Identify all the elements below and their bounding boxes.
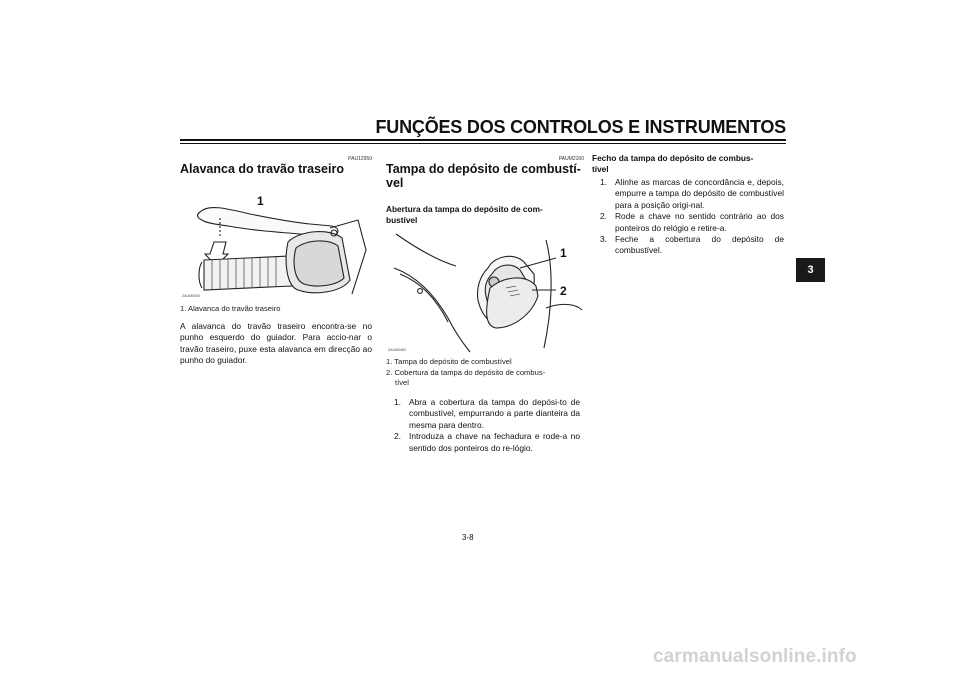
watermark: carmanualsonline.info bbox=[653, 646, 857, 667]
rear-brake-lever-drawing bbox=[180, 190, 372, 298]
closing-steps-list bbox=[600, 177, 784, 257]
section-title-line2: vel bbox=[386, 176, 404, 190]
callout-1: 1 bbox=[560, 246, 567, 260]
step-text: Alinhe as marcas de concordância e, depois, empurre a tampa do depósito de combustível para a posição origi-nal. bbox=[615, 177, 784, 210]
list-item bbox=[600, 234, 784, 257]
list-item bbox=[600, 211, 784, 234]
callout-1: 1 bbox=[257, 194, 264, 208]
chapter-tab[interactable]: 3 bbox=[796, 258, 825, 282]
body-paragraph: A alavanca do travão traseiro encontra-se no punho esquerdo do guiador. Para accio-nar o travão traseiro, puxe esta alavanca em direcção ao punho do guiador. bbox=[180, 321, 372, 366]
step-number: 2. bbox=[600, 211, 607, 222]
step-number: 1. bbox=[600, 177, 607, 187]
step-text: Rode a chave no sentido contrário ao dos ponteiros do relógio e retire-a. bbox=[615, 211, 784, 233]
figure-caption: 1. Alavanca do travão traseiro bbox=[180, 304, 281, 313]
subsection-title-line2: tível bbox=[592, 163, 609, 174]
section-code: PAU12950 bbox=[348, 156, 372, 162]
header-rule-thin bbox=[180, 143, 786, 144]
subsection-title-line2: bustível bbox=[386, 214, 418, 225]
step-text: Feche a cobertura do depósito de combustível. bbox=[615, 234, 784, 256]
list-item bbox=[394, 397, 580, 431]
opening-steps-list bbox=[394, 397, 580, 454]
step-text: Introduza a chave na fechadura e rode-a no sentido dos ponteiros do re-lógio. bbox=[409, 431, 580, 453]
figure-caption-2-line2: tível bbox=[395, 378, 409, 387]
page-header-title: FUNÇÕES DOS CONTROLOS E INSTRUMENTOS bbox=[375, 117, 786, 137]
callout-2: 2 bbox=[560, 284, 567, 298]
subsection-title-line1: Abertura da tampa do depósito de com- bbox=[386, 204, 543, 214]
figure-code: ZAUM0000 bbox=[182, 294, 200, 298]
subsection-title-line1: Fecho da tampa do depósito de combus- bbox=[592, 153, 754, 163]
rear-brake-lever-illustration bbox=[180, 190, 372, 298]
header-rule-thick bbox=[180, 139, 786, 141]
section-title-line1: Tampa do depósito de combustí- bbox=[386, 162, 581, 176]
figure-caption-1: 1. Tampa do depósito de combustível bbox=[386, 357, 512, 366]
list-item bbox=[600, 177, 784, 211]
page-number: 3-8 bbox=[462, 533, 474, 542]
figure-caption-2-line1: 2. Cobertura da tampa do depósito de combus- bbox=[386, 368, 546, 377]
list-item bbox=[394, 431, 580, 454]
subsection-title-opening bbox=[386, 204, 584, 225]
step-text: Abra a cobertura da tampa do depósi-to de combustível, empurrando a parte dianteira da mesma para dentro. bbox=[409, 397, 580, 430]
figure-caption-2 bbox=[386, 368, 584, 388]
section-title-fuel-cap bbox=[386, 162, 586, 190]
section-code: PAUM2160 bbox=[558, 156, 584, 162]
step-number: 2. bbox=[394, 431, 401, 442]
section-title-rear-brake: Alavanca do travão traseiro bbox=[180, 162, 344, 176]
fuel-tank-cap-illustration bbox=[386, 230, 584, 354]
fuel-tank-cap-drawing bbox=[386, 230, 584, 354]
subsection-title-closing bbox=[592, 153, 784, 174]
figure-code: ZAUM0463 bbox=[388, 348, 406, 352]
step-number: 1. bbox=[394, 397, 401, 407]
step-number: 3. bbox=[600, 234, 607, 245]
